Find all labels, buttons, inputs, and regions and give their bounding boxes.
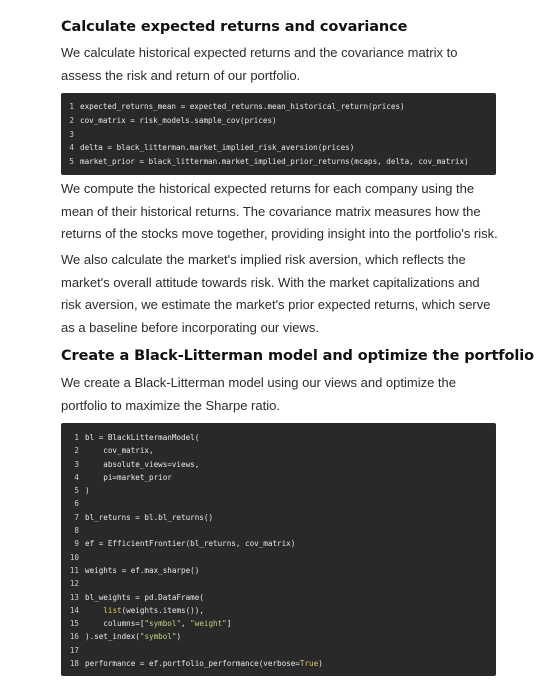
line-number: 18 — [69, 659, 79, 669]
code-line — [69, 114, 496, 128]
line-number: 1 — [74, 433, 79, 442]
line-number: 4 — [69, 143, 74, 153]
code-line — [67, 431, 496, 444]
code-text: weights = ef.max_sharpe() — [85, 565, 200, 575]
line-number: 2 — [74, 446, 79, 456]
line-number: 13 — [69, 592, 79, 602]
code-text: columns=["symbol", "weight"] — [85, 619, 232, 629]
code-text: ) — [85, 486, 90, 496]
section2-intro: We create a Black-Litterman model using our views and optimize the portfolio to maximize the Sharpe ratio. — [61, 375, 457, 413]
line-number: 8 — [74, 526, 79, 536]
code-line — [69, 100, 496, 114]
line-number: 3 — [69, 129, 74, 139]
code-line — [67, 551, 496, 564]
code-line — [67, 458, 496, 471]
line-number: 15 — [69, 619, 79, 629]
line-number: 3 — [74, 459, 79, 469]
line-number: 17 — [69, 645, 79, 655]
section2-heading: Create a Black-Litterman model and optimize the portfolio — [61, 348, 534, 364]
code-text: market_prior = black_litterman.market_implied_prior_returns(mcaps, delta, cov_matrix) — [80, 157, 469, 167]
line-number: 11 — [69, 565, 79, 575]
line-number: 16 — [69, 632, 79, 642]
line-number: 14 — [69, 605, 79, 615]
code-line — [67, 537, 496, 550]
code-line — [67, 630, 496, 643]
line-number: 10 — [69, 552, 79, 562]
code-text: absolute_views=views, — [85, 459, 200, 469]
code-text: bl = BlackLittermanModel( — [85, 433, 200, 442]
code-line — [67, 497, 496, 510]
code-line — [67, 604, 496, 617]
code-line — [67, 484, 496, 497]
code-text: ).set_index("symbol") — [85, 632, 182, 642]
code-text: performance = ef.portfolio_performance(verbose=True) — [85, 659, 323, 669]
line-number: 7 — [74, 512, 79, 522]
code-block-2[interactable] — [61, 423, 496, 676]
code-text: cov_matrix, — [85, 446, 154, 456]
line-number: 1 — [69, 102, 74, 111]
line-number: 5 — [74, 486, 79, 496]
code-line — [67, 564, 496, 577]
code-text: pi=market_prior — [85, 472, 172, 482]
line-number: 4 — [74, 472, 79, 482]
code-text: bl_returns = bl.bl_returns() — [85, 512, 214, 522]
code-line — [67, 657, 496, 670]
section1-heading: Calculate expected returns and covariance — [61, 19, 408, 35]
code-line — [67, 444, 496, 457]
code-text: ef = EfficientFrontier(bl_returns, cov_matrix) — [85, 539, 296, 549]
code-line — [69, 155, 496, 169]
code-line — [67, 577, 496, 590]
code-text: expected_returns_mean = expected_returns.mean_historical_return(prices) — [80, 102, 405, 111]
line-number: 9 — [74, 539, 79, 549]
section1-paragraph-3: We also calculate the market's implied risk aversion, which reflects the market's overall attitude towards risk. With the market capitalizations and risk aversion, we estimate the market's prior expected returns, which serve as a baseline before incorporating our views. — [61, 252, 491, 335]
code-line — [69, 128, 496, 142]
code-line — [67, 617, 496, 630]
code-line — [67, 524, 496, 537]
code-text: cov_matrix = risk_models.sample_cov(prices) — [80, 115, 277, 125]
code-line — [67, 644, 496, 657]
line-number: 6 — [74, 499, 79, 509]
code-line — [67, 511, 496, 524]
code-line — [67, 471, 496, 484]
section1-intro: We calculate historical expected returns and the covariance matrix to assess the risk and return of our portfolio. — [61, 45, 458, 83]
line-number: 2 — [69, 115, 74, 125]
code-line — [67, 591, 496, 604]
line-number: 5 — [69, 157, 74, 167]
code-block-1[interactable] — [61, 93, 496, 175]
section1-paragraph-2: We compute the historical expected returns for each company using the mean of their historical returns. The covariance matrix measures how the returns of the stocks move together, providing insight into the portfolio's risk. — [61, 181, 498, 241]
line-number: 12 — [69, 579, 79, 589]
code-text: bl_weights = pd.DataFrame( — [85, 592, 204, 602]
code-text: delta = black_litterman.market_implied_risk_aversion(prices) — [80, 143, 355, 153]
code-line — [69, 141, 496, 155]
code-text: list(weights.items()), — [103, 605, 204, 615]
